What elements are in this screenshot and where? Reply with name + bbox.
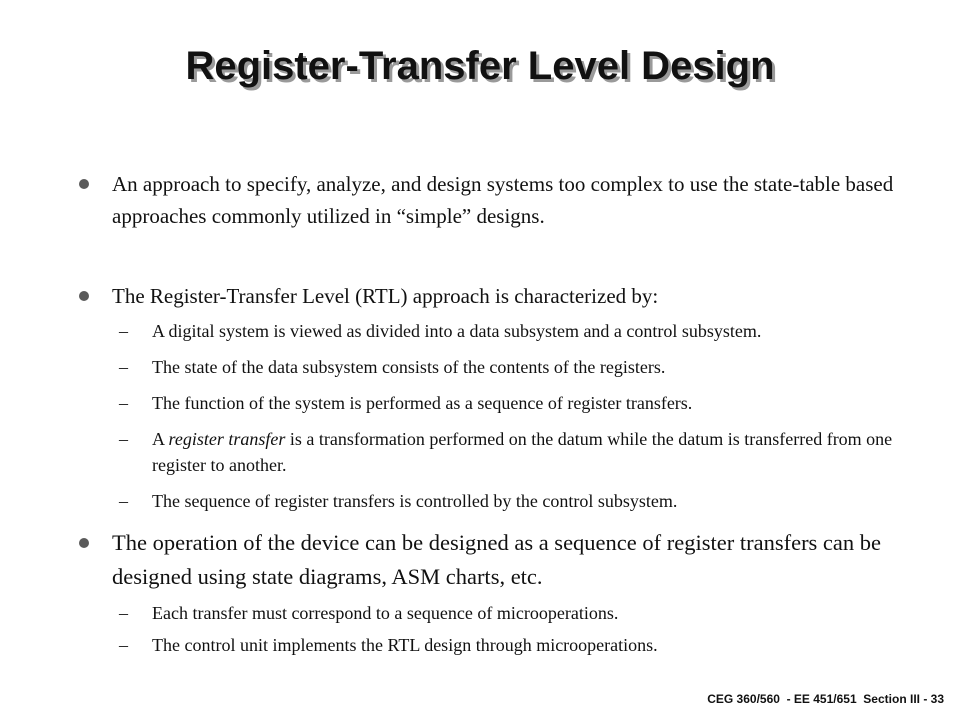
bullet-dot-icon	[79, 291, 89, 301]
dash-icon: –	[119, 635, 128, 655]
sub-item-text: A digital system is viewed as divided into a data subsystem and a control subsystem.	[152, 321, 762, 341]
dash-icon: –	[119, 357, 128, 377]
dash-icon: –	[119, 429, 128, 449]
sub-item	[74, 354, 904, 380]
slide-footer: CEG 360/560 - EE 451/651 Section III - 33	[707, 692, 944, 706]
sub-item-text-before: A	[152, 429, 169, 449]
bullet-3	[74, 526, 904, 594]
sub-item	[74, 632, 904, 658]
slide-title: Register-Transfer Level Design	[185, 44, 775, 88]
sub-item-text: The control unit implements the RTL design through microoperations.	[152, 635, 658, 655]
sub-item	[74, 426, 904, 478]
sub-item-text-after: is a transformation performed on the datum while the datum is transferred from one register to another.	[152, 429, 893, 475]
sub-item-text: The sequence of register transfers is controlled by the control subsystem.	[152, 491, 678, 511]
dash-icon: –	[119, 491, 128, 511]
bullet-1-text: An approach to specify, analyze, and design systems too complex to use the state-table based approaches commonly utilized in “simple” designs.	[112, 172, 894, 228]
sub-item	[74, 390, 904, 416]
slide-content	[74, 168, 904, 658]
sub-item-text: The state of the data subsystem consists of the contents of the registers.	[152, 357, 666, 377]
bullet-dot-icon	[79, 538, 89, 548]
bullet-dot-icon	[79, 179, 89, 189]
sub-item	[74, 600, 904, 626]
bullet-2-text: The Register-Transfer Level (RTL) approach is characterized by:	[112, 284, 659, 308]
sub-item-emphasis: register transfer	[168, 429, 286, 449]
sub-item	[74, 318, 904, 344]
dash-icon: –	[119, 603, 128, 623]
bullet-2	[74, 280, 904, 312]
bullet-1	[74, 168, 904, 232]
bullet-3-text: The operation of the device can be designed as a sequence of register transfers can be designed using state diagrams, ASM charts, etc.	[112, 530, 882, 589]
sub-item	[74, 488, 904, 514]
sub-item-text: Each transfer must correspond to a sequence of microoperations.	[152, 603, 619, 623]
sub-item-text: The function of the system is performed as a sequence of register transfers.	[152, 393, 693, 413]
dash-icon: –	[119, 321, 128, 341]
dash-icon: –	[119, 393, 128, 413]
